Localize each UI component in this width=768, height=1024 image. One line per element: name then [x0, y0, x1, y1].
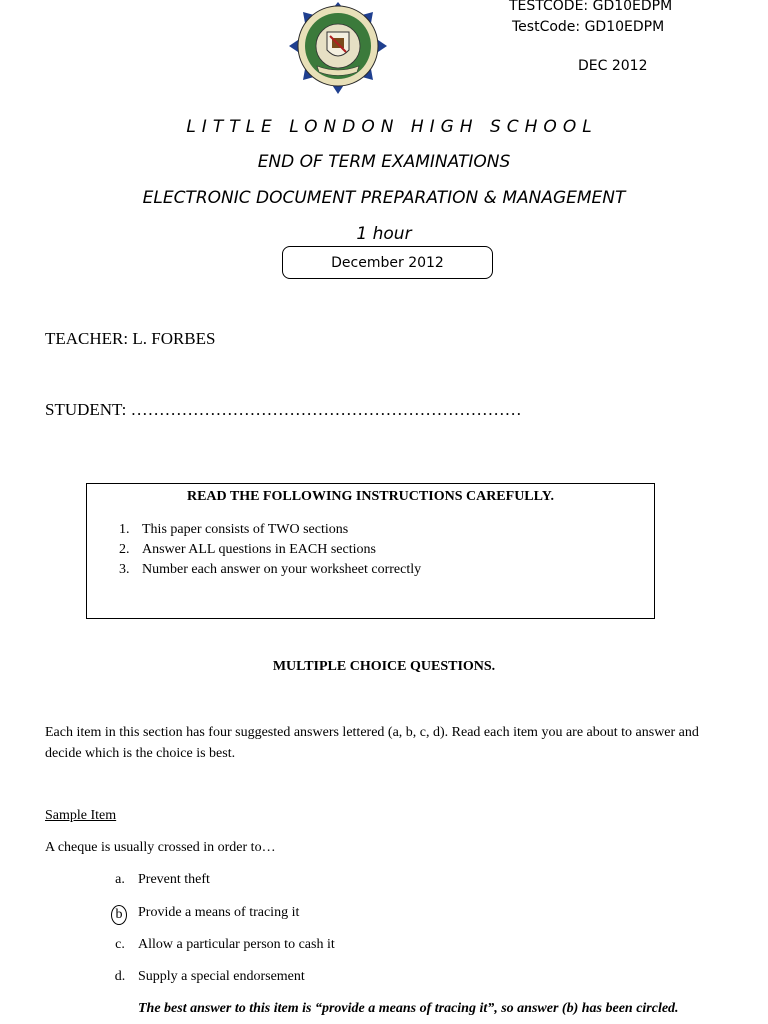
instruction-number: 2. — [119, 542, 130, 557]
exam-duration: 1 hour — [356, 224, 412, 244]
instruction-item — [119, 522, 348, 538]
sample-question: A cheque is usually crossed in order to… — [45, 840, 276, 855]
school-crest-logo — [283, 0, 393, 98]
instruction-number: 1. — [119, 522, 130, 537]
teacher-line: TEACHER: L. FORBES — [45, 329, 216, 348]
option-letter-c: c. — [115, 937, 125, 952]
section-heading: MULTIPLE CHOICE QUESTIONS. — [272, 659, 496, 674]
answer-note: The best answer to this item is “provide a means of tracing it”, so answer (b) has been circled. — [138, 1001, 679, 1016]
instruction-item — [119, 562, 421, 578]
school-name: LITTLE LONDON HIGH SCHOOL — [186, 117, 598, 137]
instructions-box — [86, 483, 655, 619]
option-text-c: Allow a particular person to cash it — [138, 937, 335, 952]
subject-title: ELECTRONIC DOCUMENT PREPARATION & MANAGEMENT — [142, 188, 626, 208]
instruction-text: This paper consists of TWO sections — [142, 522, 349, 537]
section-intro: Each item in this section has four suggested answers lettered (a, b, c, d). Read each item you are about to answer and decide which is the choice is best. — [45, 725, 699, 761]
instruction-text: Number each answer on your worksheet correctly — [142, 562, 422, 577]
testcode-lower: TestCode: GD10EDPM — [512, 19, 665, 35]
option-text-d: Supply a special endorsement — [138, 969, 305, 984]
sample-item-label: Sample Item — [45, 808, 117, 823]
instruction-number: 3. — [119, 562, 130, 577]
option-text-a: Prevent theft — [138, 872, 210, 887]
testcode-upper: TESTCODE: GD10EDPM — [509, 0, 673, 14]
instruction-item — [119, 542, 376, 558]
header-date: DEC 2012 — [578, 58, 648, 74]
option-letter-a: a. — [115, 872, 125, 887]
instructions-heading: READ THE FOLLOWING INSTRUCTIONS CAREFULLY. — [186, 489, 555, 504]
exam-date-box — [282, 246, 493, 279]
option-text-b: Provide a means of tracing it — [138, 905, 300, 920]
student-name-field[interactable]: STUDENT: …………………………………………………………… — [45, 400, 522, 419]
exam-date-text: December 2012 — [331, 254, 444, 271]
exam-title: END OF TERM EXAMINATIONS — [257, 152, 511, 172]
option-letter-d: d. — [114, 969, 126, 984]
option-letter-b-circled: b — [111, 905, 127, 925]
instruction-text: Answer ALL questions in EACH sections — [142, 542, 376, 557]
